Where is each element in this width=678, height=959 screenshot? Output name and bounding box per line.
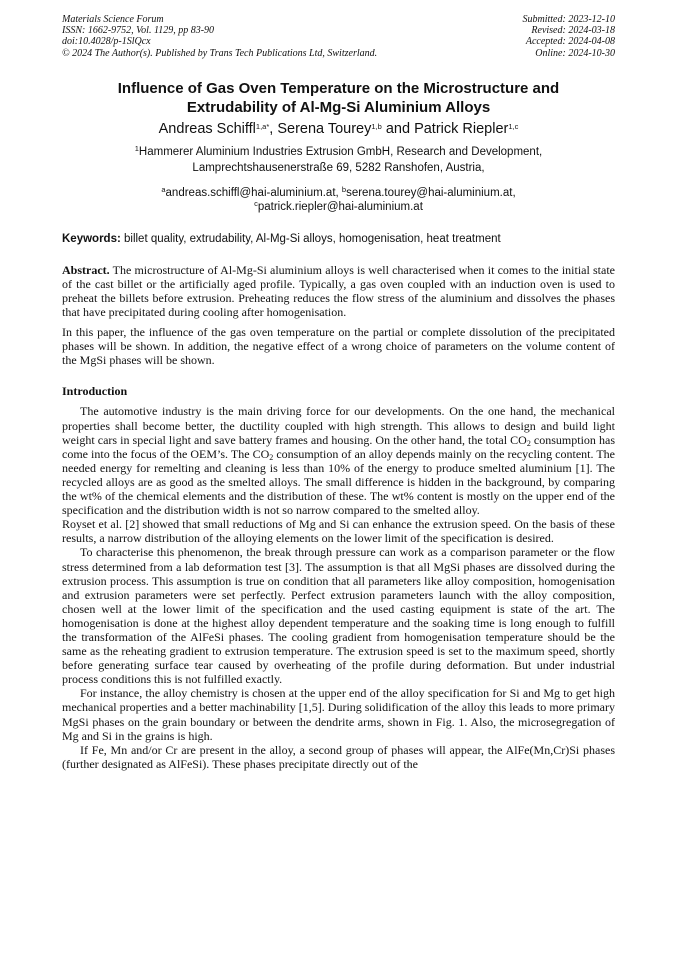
author-2-affil: 1,b [371, 121, 382, 131]
intro-paragraph-2: Royset et al. [2] showed that small reductions of Mg and Si can enhance the extrusion speed. On the basis of these results, a narrow distribution of the alloying elements on the lower limit of the specification is desired. [62, 517, 615, 546]
journal-info [62, 14, 377, 59]
author-list [62, 120, 615, 138]
date-submitted: Submitted: 2023-12-10 [522, 14, 615, 25]
date-online: Online: 2024-10-30 [535, 47, 615, 59]
journal-doi: doi:10.4028/p-1SlQcx [62, 36, 151, 48]
author-1-affil: 1,a* [255, 121, 270, 131]
affiliation-address: Lamprechtshausenerstraße 69, 5282 Ranshofen, Austria, [192, 161, 485, 174]
journal-copyright: © 2024 The Author(s). Published by Trans Tech Publications Ltd, Switzerland. [62, 47, 378, 59]
title-line-2: Extrudability of Al-Mg-Si Aluminium Alloys [186, 98, 491, 116]
abstract-text-1: The microstructure of Al-Mg-Si aluminium alloys is well characterised when it comes to the initial state of the cast billet or the artificially aged profile. Typically, a gas oven coupled with an induction oven is used to preheat the billets before extrusion. Preheating reduces the flow stress of the aluminium and dissolves the phases that have precipitated during cooling after homogenisation. [62, 262, 615, 320]
section-heading-introduction: Introduction [62, 384, 128, 399]
author-3: Patrick Riepler [414, 120, 509, 137]
affiliation-line-1 [62, 144, 615, 160]
intro-paragraph-3: To characterise this phenomenon, the break through pressure can work as a comparison parameter or the flow stress determined from a lab deformation test [3]. The assumption is that all MgSi phases are dissolved during the extrusion process. This assumption is true on condition that all parameters like alloy composition, homogenisation and extrusion parameters were set perfectly. Perfect extrusion parameters launch with the alloy composition, chosen well at the lower limit of the specification and the used casting equipment is state of the art. The homogenisation is done at the highest alloy dependent temperature and the soaking time is long enough to fulfill the transformation of the AlFeSi phases. The cooling gradient from homogenisation temperature should be the same as the reheating gradient to extrusion temperature. The extrusion speed is set to the maximum speed, shortly before generating surface tear caused by overheating of the profile during deformation. But under industrial process conditions this is not fulfilled exactly. [62, 545, 615, 687]
author-2: Serena Tourey [277, 120, 372, 137]
journal-name: Materials Science Forum [62, 14, 164, 25]
email-a[interactable]: andreas.schiffl@hai-aluminium.at, [165, 186, 342, 199]
author-3-affil: 1,c [508, 121, 519, 131]
abstract-label: Abstract. [62, 262, 110, 277]
email-c-marker: c [254, 198, 258, 208]
co2-subscript-1: 2 [526, 438, 531, 448]
keywords-label: Keywords: [62, 232, 121, 245]
intro-p1-part-c: consumption of an alloy depends mainly on the recycling content. The needed energy for remelting and cleaning is less than 10% of the energy to produce smelted aluminium [1]. The recycled alloys are as good as the smelted alloys. The small difference is hidden in the background, by comparing the wt% of the chemical elements and the distribution of these. The wt% content is mostly on the upper end of the specification and the distribution width is not so narrow compared to the smelted alloy. [62, 446, 615, 518]
affiliation [62, 144, 615, 176]
email-b[interactable]: serena.tourey@hai-aluminium.at, [346, 186, 516, 199]
affiliation-org: Hammerer Aluminium Industries Extrusion GmbH, Research and Development, [138, 145, 543, 158]
paper-title [62, 79, 615, 117]
email-line-1 [62, 186, 615, 200]
keywords-text: billet quality, extrudability, Al-Mg-Si alloys, homogenisation, heat treatment [120, 232, 501, 245]
paper-page [62, 14, 615, 771]
author-sep-1: , [269, 120, 278, 137]
date-revised: Revised: 2024-03-18 [531, 25, 615, 37]
keywords [62, 232, 615, 247]
intro-paragraph-4: For instance, the alloy chemistry is chosen at the upper end of the alloy specification for Si and Mg to get high mechanical properties and a better machinability [1,5]. During solidification of the alloy this leads to more primary MgSi phases on the grain boundary or between the dendrite arms, shown in Fig. 1. Also, the microsegregation of Mg and Si in the grains is high. [62, 686, 615, 743]
journal-issn: ISSN: 1662-9752, Vol. 1129, pp 83-90 [62, 25, 215, 37]
title-line-1: Influence of Gas Oven Temperature on the Microstructure and [117, 79, 560, 97]
publication-dates [523, 14, 616, 59]
intro-p1-part-a: The automotive industry is the main driving force for our developments. On the one hand, the mechanical properties shall become better, the ductility coupled with high strength. This allows to design and build light weight cars in special light and save battery frames and housing. On the other hand, the total CO [62, 404, 615, 447]
intro-paragraph-5: If Fe, Mn and/or Cr are present in the alloy, a second group of phases will appear, the AlFe(Mn,Cr)Si phases (further designated as AlFeSi). These phases precipitate directly out of the [62, 742, 615, 771]
author-1: Andreas Schiffl [158, 120, 256, 137]
co2-subscript-2: 2 [269, 452, 274, 462]
author-sep-2: and [381, 120, 415, 137]
abstract-paragraph-2: In this paper, the influence of the gas oven temperature on the partial or complete dissolution of the precipitated phases will be shown. In addition, the negative effect of a wrong choice of parameters on the volume content of the MgSi phases will be shown. [62, 325, 615, 368]
date-accepted: Accepted: 2024-04-08 [525, 36, 615, 48]
intro-p1-part-b: consumption has come into the focus of the OEM’s. The CO [62, 432, 615, 461]
email-b-marker: b [341, 184, 347, 194]
email-a-marker: a [161, 184, 166, 194]
email-line-2 [62, 200, 615, 214]
intro-paragraph-1 [62, 404, 615, 517]
abstract [62, 263, 615, 368]
journal-header [62, 14, 615, 59]
author-emails [62, 186, 615, 214]
affiliation-marker: 1 [134, 143, 139, 153]
email-c[interactable]: patrick.riepler@hai-aluminium.at [257, 200, 423, 213]
abstract-paragraph-1 [62, 263, 615, 319]
introduction-body [62, 404, 615, 770]
